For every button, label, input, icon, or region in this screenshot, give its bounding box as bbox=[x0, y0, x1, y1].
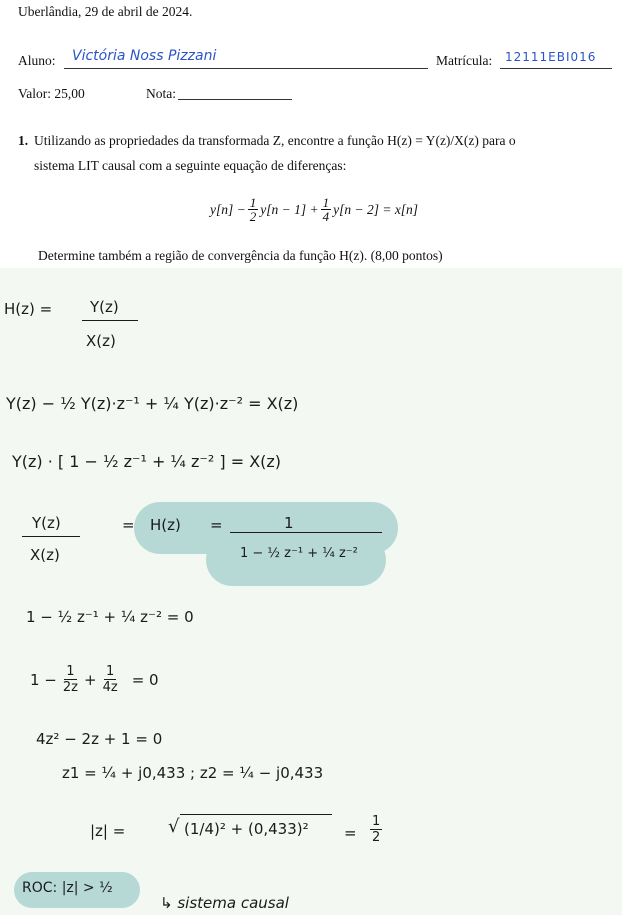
work-line-1-num: Y(z) bbox=[90, 298, 119, 316]
question-text-3: Determine também a região de convergência da função H(z). (8,00 pontos) bbox=[38, 248, 443, 263]
question-text-1: Utilizando as propriedades da transformada Z, encontre a função H(z) = Y(z)/X(z) para o bbox=[34, 133, 516, 148]
work-line-9-left: |z| = bbox=[90, 822, 126, 840]
work-line-1-den: X(z) bbox=[86, 332, 116, 350]
work-line-1-left: H(z) = bbox=[4, 300, 53, 318]
work-line-2: Y(z) − ½ Y(z)·z⁻¹ + ¼ Y(z)·z⁻² = X(z) bbox=[6, 394, 299, 413]
work-line-4-rbar bbox=[230, 532, 382, 533]
work-line-9-root: (1/4)² + (0,433)² bbox=[184, 820, 309, 838]
work-line-4-bar bbox=[22, 536, 80, 537]
work-line-8: z1 = ¼ + j0,433 ; z2 = ¼ − j0,433 bbox=[62, 764, 324, 782]
question-text-2: sistema LIT causal com a seguinte equação de diferenças: bbox=[34, 158, 347, 173]
work-line-4-h: H(z) bbox=[150, 516, 181, 534]
student-label: Aluno: bbox=[18, 53, 56, 68]
work-line-4-num: Y(z) bbox=[32, 514, 61, 532]
question-number: 1. bbox=[18, 133, 29, 148]
work-line-9-frac: 1 2 bbox=[372, 814, 381, 845]
work-line-10-note: ↳ sistema causal bbox=[160, 894, 289, 912]
work-line-4-eq: = bbox=[122, 516, 135, 534]
value-label: Valor: 25,00 bbox=[18, 86, 85, 101]
exam-header bbox=[0, 0, 622, 270]
work-line-9-eq: = bbox=[344, 824, 357, 842]
work-line-10-roc: ROC: |z| > ½ bbox=[22, 880, 113, 896]
work-line-1-bar bbox=[82, 320, 138, 321]
work-line-3: Y(z) · [ 1 − ½ z⁻¹ + ¼ z⁻² ] = X(z) bbox=[12, 452, 282, 471]
sqrt-bar bbox=[180, 814, 332, 815]
work-line-5: 1 − ½ z⁻¹ + ¼ z⁻² = 0 bbox=[26, 608, 194, 626]
student-underline bbox=[64, 68, 428, 69]
work-line-4-rnum: 1 bbox=[284, 514, 294, 532]
work-line-4-den: X(z) bbox=[30, 546, 60, 564]
student-name: Victória Noss Pizzani bbox=[72, 48, 217, 64]
grade-label: Nota: bbox=[146, 86, 176, 101]
date-line: Uberlândia, 29 de abril de 2024. bbox=[18, 4, 193, 19]
handwritten-solution bbox=[0, 268, 622, 915]
difference-equation: y[n] − $\frac{1}{2}$ y[n − 1] + $\frac{1}{4}$ y[n − 2] = x[n] bbox=[210, 195, 419, 224]
registration-underline bbox=[500, 68, 612, 69]
work-line-6: 1 − $\frac{1}{2z}$ + $\frac{1}{4z}$ = 0 bbox=[30, 664, 159, 695]
registration-value: 12111EBI016 bbox=[505, 50, 597, 64]
registration-label: Matrícula: bbox=[436, 53, 493, 68]
work-line-7: 4z² − 2z + 1 = 0 bbox=[36, 730, 163, 748]
work-line-4-eq2: = bbox=[210, 516, 223, 534]
work-line-4-rden: 1 − ½ z⁻¹ + ¼ z⁻² bbox=[240, 546, 358, 561]
grade-underline bbox=[178, 99, 292, 100]
sqrt-sign: √ bbox=[168, 816, 180, 837]
